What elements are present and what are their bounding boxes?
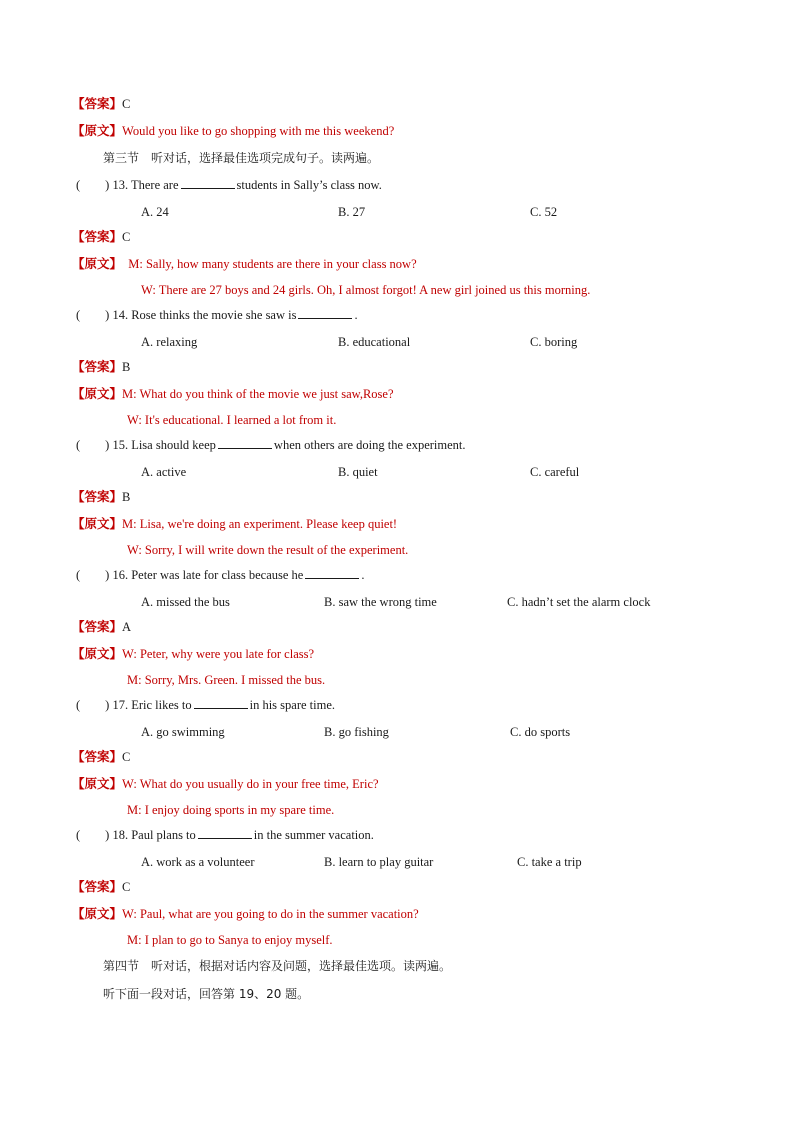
question-stem-post: in his spare time. xyxy=(249,698,336,712)
answer-blank xyxy=(305,567,359,579)
question-13 xyxy=(76,177,382,193)
answer-paren: ( ) xyxy=(76,568,110,582)
original-row-16 xyxy=(72,646,314,662)
dialogue-line: W: There are 27 boys and 24 girls. Oh, I almost forgot! A new girl joined us this morning. xyxy=(141,283,591,297)
answer-row-14 xyxy=(72,359,130,375)
section-3-heading: 第三节 听对话，选择最佳选项完成句子。读两遍。 xyxy=(103,151,380,165)
question-stem-post: in the summer vacation. xyxy=(253,828,374,842)
answer-value: B xyxy=(122,360,131,374)
original-text: Would you like to go shopping with me this weekend? xyxy=(122,124,395,138)
answer-row-12 xyxy=(72,96,130,112)
original-row-15 xyxy=(72,516,397,532)
dialogue-line: W: Sorry, I will write down the result of the experiment. xyxy=(127,543,409,557)
answer-paren: ( ) xyxy=(76,438,110,452)
answer-value: A xyxy=(122,620,132,634)
answer-paren: ( ) xyxy=(76,828,110,842)
section-4-heading: 第四节 听对话，根据对话内容及问题，选择最佳选项。读两遍。 xyxy=(103,959,452,973)
original-tag: 【原文】 xyxy=(72,257,123,271)
answer-tag: 【答案】 xyxy=(72,230,123,244)
dialogue-line: M: I plan to go to Sanya to enjoy myself. xyxy=(127,933,333,947)
option-b: B. go fishing xyxy=(324,725,389,739)
dialogue-line: M: Sorry, Mrs. Green. I missed the bus. xyxy=(127,673,326,687)
option-c: C. 52 xyxy=(530,205,558,219)
option-a: A. relaxing xyxy=(141,335,198,349)
answer-value: C xyxy=(122,97,131,111)
option-b: B. quiet xyxy=(338,465,378,479)
answer-blank xyxy=(298,307,352,319)
question-stem-post: students in Sally’s class now. xyxy=(236,178,382,192)
option-b: B. learn to play guitar xyxy=(324,855,434,869)
answer-row-13 xyxy=(72,229,130,245)
original-tag: 【原文】 xyxy=(72,387,123,401)
dialogue-line: W: Peter, why were you late for class? xyxy=(122,647,315,661)
original-row-17 xyxy=(72,776,379,792)
answer-paren: ( ) xyxy=(76,698,110,712)
answer-paren: ( ) xyxy=(76,178,110,192)
original-row-18 xyxy=(72,906,419,922)
original-tag: 【原文】 xyxy=(72,777,123,791)
option-b: B. saw the wrong time xyxy=(324,595,437,609)
question-14 xyxy=(76,307,358,323)
answer-tag: 【答案】 xyxy=(72,97,123,111)
question-stem-pre: 13. There are xyxy=(112,178,179,192)
answer-value: C xyxy=(122,750,131,764)
dialogue-line: M: Sally, how many students are there in your class now? xyxy=(128,257,417,271)
question-18 xyxy=(76,827,374,843)
original-row-12 xyxy=(72,123,394,139)
question-stem-pre: 17. Eric likes to xyxy=(112,698,192,712)
dialogue-line: M: What do you think of the movie we just saw,Rose? xyxy=(122,387,394,401)
original-tag: 【原文】 xyxy=(72,647,123,661)
question-16 xyxy=(76,567,364,583)
answer-row-15 xyxy=(72,489,130,505)
answer-row-18 xyxy=(72,879,130,895)
original-tag: 【原文】 xyxy=(72,517,123,531)
answer-blank xyxy=(194,697,248,709)
answer-tag: 【答案】 xyxy=(72,750,123,764)
answer-tag: 【答案】 xyxy=(72,620,123,634)
dialogue-line: M: I enjoy doing sports in my spare time. xyxy=(127,803,335,817)
option-c: C. do sports xyxy=(510,725,571,739)
answer-tag: 【答案】 xyxy=(72,880,123,894)
option-c: C. hadn’t set the alarm clock xyxy=(507,595,651,609)
answer-blank xyxy=(198,827,252,839)
option-c: C. take a trip xyxy=(517,855,582,869)
question-stem-pre: 16. Peter was late for class because he xyxy=(112,568,304,582)
original-row-14 xyxy=(72,386,394,402)
original-tag: 【原文】 xyxy=(72,907,123,921)
answer-paren: ( ) xyxy=(76,308,110,322)
section-4-intro: 听下面一段对话，回答第 19、20 题。 xyxy=(103,987,310,1001)
option-b: B. educational xyxy=(338,335,411,349)
question-stem-post: . xyxy=(354,308,358,322)
option-b: B. 27 xyxy=(338,205,366,219)
answer-tag: 【答案】 xyxy=(72,490,123,504)
option-a: A. active xyxy=(141,465,187,479)
dialogue-line: M: Lisa, we're doing an experiment. Please keep quiet! xyxy=(122,517,398,531)
question-15 xyxy=(76,437,466,453)
option-c: C. boring xyxy=(530,335,578,349)
question-stem-pre: 14. Rose thinks the movie she saw is xyxy=(112,308,297,322)
question-stem-post: . xyxy=(361,568,365,582)
option-a: A. go swimming xyxy=(141,725,225,739)
answer-value: C xyxy=(122,880,131,894)
original-tag: 【原文】 xyxy=(72,124,123,138)
option-a: A. 24 xyxy=(141,205,169,219)
option-a: A. work as a volunteer xyxy=(141,855,255,869)
question-stem-post: when others are doing the experiment. xyxy=(273,438,466,452)
answer-blank xyxy=(218,437,272,449)
dialogue-line: W: What do you usually do in your free time, Eric? xyxy=(122,777,379,791)
answer-row-16 xyxy=(72,619,131,635)
answer-tag: 【答案】 xyxy=(72,360,123,374)
answer-value: C xyxy=(122,230,131,244)
answer-row-17 xyxy=(72,749,130,765)
original-row-13 xyxy=(72,256,417,272)
question-17 xyxy=(76,697,335,713)
answer-blank xyxy=(181,177,235,189)
dialogue-line: W: It's educational. I learned a lot from it. xyxy=(127,413,337,427)
option-c: C. careful xyxy=(530,465,580,479)
dialogue-line: W: Paul, what are you going to do in the summer vacation? xyxy=(122,907,419,921)
option-a: A. missed the bus xyxy=(141,595,230,609)
question-stem-pre: 18. Paul plans to xyxy=(112,828,196,842)
answer-value: B xyxy=(122,490,131,504)
question-stem-pre: 15. Lisa should keep xyxy=(112,438,216,452)
